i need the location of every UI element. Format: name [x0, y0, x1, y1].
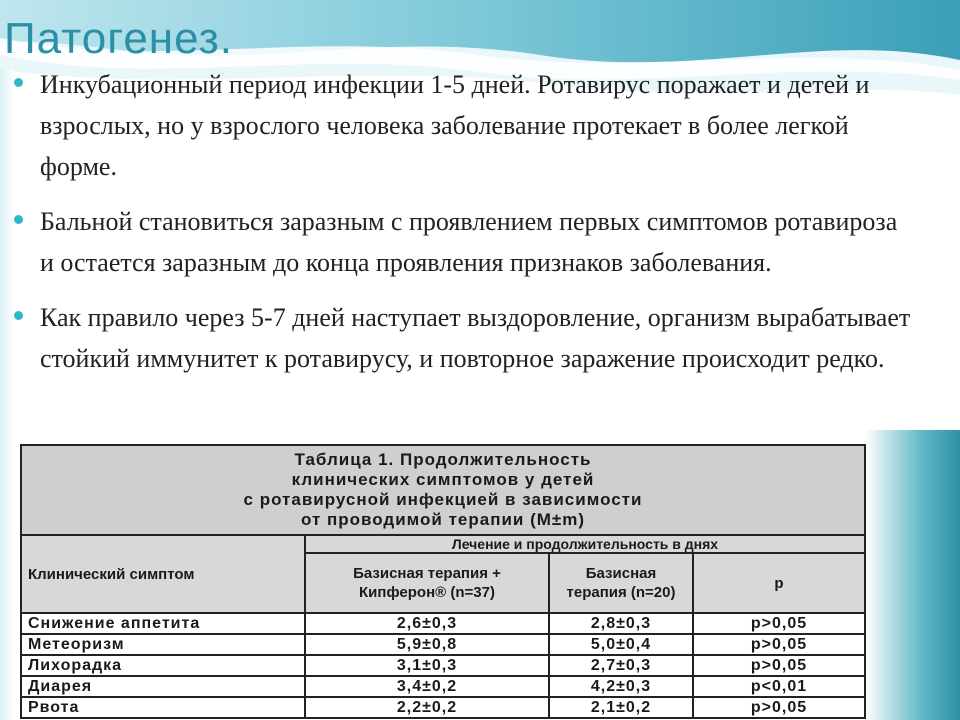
header-symptom: Клинический симптом	[21, 535, 305, 613]
bullet-item	[14, 297, 914, 379]
cell-symptom: Диарея	[21, 676, 305, 697]
right-edge-decoration	[865, 430, 960, 720]
bullet-item	[14, 201, 914, 283]
cell-b: 2,1±0,2	[549, 697, 693, 718]
cell-b: 2,7±0,3	[549, 655, 693, 676]
cell-p: p>0,05	[693, 655, 865, 676]
table-row	[21, 655, 865, 676]
cell-b: 2,8±0,3	[549, 613, 693, 634]
bullet-item	[14, 64, 914, 187]
cell-a: 3,1±0,3	[305, 655, 549, 676]
caption-line: с ротавирусной инфекцией в зависимости	[243, 490, 643, 509]
table-caption	[21, 445, 865, 535]
cell-a: 2,2±0,2	[305, 697, 549, 718]
bullet-icon	[14, 78, 23, 87]
slide-title: Патогенез.	[4, 14, 234, 63]
cell-b: 4,2±0,3	[549, 676, 693, 697]
bullet-list	[14, 64, 914, 393]
table-row	[21, 697, 865, 718]
cell-p: p>0,05	[693, 697, 865, 718]
symptoms-table-image	[20, 444, 866, 720]
header-col-p: p	[693, 553, 865, 613]
bullet-icon	[14, 215, 23, 224]
caption-line: Таблица 1. Продолжительность	[294, 450, 592, 469]
cell-symptom: Метеоризм	[21, 634, 305, 655]
cell-p: p>0,05	[693, 613, 865, 634]
cell-symptom: Лихорадка	[21, 655, 305, 676]
header-col-a: Базисная терапия + Кипферон® (n=37)	[305, 553, 549, 613]
cell-b: 5,0±0,4	[549, 634, 693, 655]
symptoms-table	[20, 444, 866, 719]
cell-symptom: Снижение аппетита	[21, 613, 305, 634]
bullet-text: Инкубационный период инфекции 1-5 дней. Ротавирус поражает и детей и взрослых, но у взрослого человека заболевание протекает в более легкой форме.	[40, 70, 870, 181]
bullet-icon	[14, 311, 23, 320]
cell-p: p>0,05	[693, 634, 865, 655]
cell-a: 5,9±0,8	[305, 634, 549, 655]
caption-line: от проводимой терапии (M±m)	[300, 510, 586, 529]
bullet-text: Бальной становиться заразным с проявлением первых симптомов ротавироза и остается заразным до конца проявления признаков заболевания.	[40, 207, 898, 277]
table-row	[21, 613, 865, 634]
cell-a: 2,6±0,3	[305, 613, 549, 634]
table-row	[21, 676, 865, 697]
table-row	[21, 634, 865, 655]
cell-symptom: Рвота	[21, 697, 305, 718]
bullet-text: Как правило через 5-7 дней наступает выздоровление, организм вырабатывает стойкий иммунитет к ротавирусу, и повторное заражение происходит редко.	[40, 303, 911, 373]
header-group: Лечение и продолжительность в днях	[305, 535, 865, 553]
caption-line: клинических симптомов у детей	[291, 470, 595, 489]
cell-p: p<0,01	[693, 676, 865, 697]
header-col-b: Базисная терапия (n=20)	[549, 553, 693, 613]
left-edge-decoration	[0, 70, 14, 720]
cell-a: 3,4±0,2	[305, 676, 549, 697]
